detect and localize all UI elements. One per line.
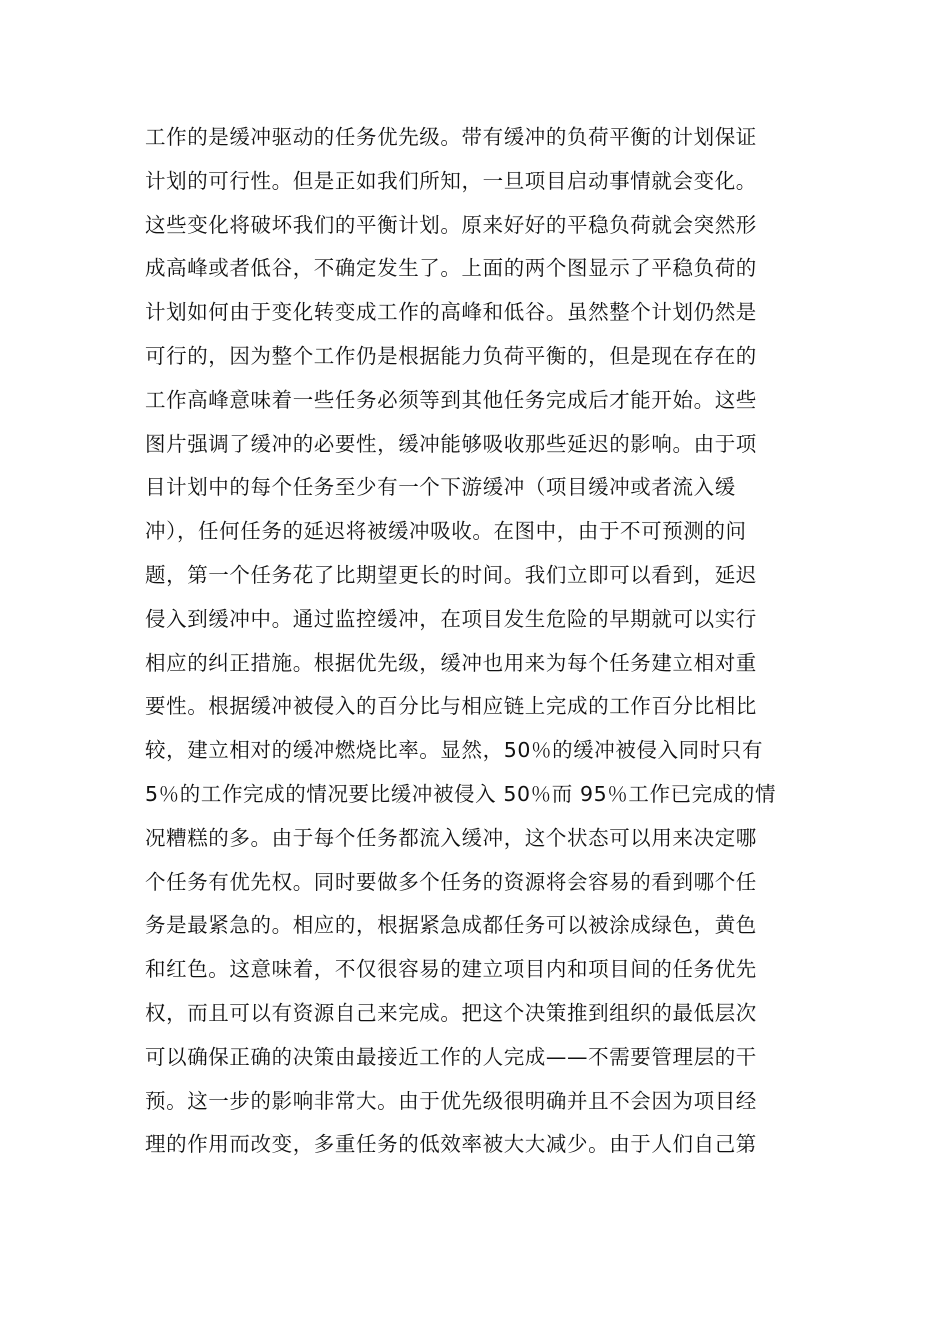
text-line: 个任务有优先权。同时要做多个任务的资源将会容易的看到哪个任 — [145, 869, 757, 894]
text-line: 目计划中的每个任务至少有一个下游缓冲（项目缓冲或者流入缓 — [145, 475, 736, 500]
text-line: 相应的纠正措施。根据优先级，缓冲也用来为每个任务建立相对重 — [145, 650, 757, 675]
text-line: 侵入到缓冲中。通过监控缓冲，在项目发生危险的早期就可以实行 — [145, 606, 757, 631]
text-line: 题，第一个任务花了比期望更长的时间。我们立即可以看到，延迟 — [145, 562, 757, 587]
text-line: 这些变化将破坏我们的平衡计划。原来好好的平稳负荷就会突然形 — [145, 212, 757, 237]
text-line: 冲），任何任务的延迟将被缓冲吸收。在图中，由于不可预测的问 — [145, 519, 747, 544]
text-line: 况糟糕的多。由于每个任务都流入缓冲，这个状态可以用来决定哪 — [145, 825, 757, 850]
text-line: 预。这一步的影响非常大。由于优先级很明确并且不会因为项目经 — [145, 1088, 757, 1113]
text-line: 和红色。这意味着，不仅很容易的建立项目内和项目间的任务优先 — [145, 957, 757, 982]
text-line: 较，建立相对的缓冲燃烧比率。显然，50％的缓冲被侵入同时只有 — [145, 738, 764, 763]
text-line: 成高峰或者低谷，不确定发生了。上面的两个图显示了平稳负荷的 — [145, 256, 757, 281]
text-line: 理的作用而改变，多重任务的低效率被大大减少。由于人们自己第 — [145, 1132, 757, 1157]
text-line: 可以确保正确的决策由最接近工作的人完成——不需要管理层的干 — [145, 1044, 757, 1069]
text-line: 工作高峰意味着一些任务必须等到其他任务完成后才能开始。这些 — [145, 387, 757, 412]
body-text — [145, 116, 815, 1167]
text-line: 务是最紧急的。相应的，根据紧急成都任务可以被涂成绿色，黄色 — [145, 913, 757, 938]
text-line: 计划如何由于变化转变成工作的高峰和低谷。虽然整个计划仍然是 — [145, 300, 757, 325]
text-line: 可行的，因为整个工作仍是根据能力负荷平衡的，但是现在存在的 — [145, 343, 757, 368]
text-line: 5％的工作完成的情况要比缓冲被侵入 50％而 95％工作已完成的情 — [145, 781, 777, 806]
text-line: 图片强调了缓冲的必要性，缓冲能够吸收那些延迟的影响。由于项 — [145, 431, 757, 456]
text-line: 权，而且可以有资源自己来完成。把这个决策推到组织的最低层次 — [145, 1000, 757, 1025]
text-line: 要性。根据缓冲被侵入的百分比与相应链上完成的工作百分比相比 — [145, 694, 757, 719]
text-line: 计划的可行性。但是正如我们所知，一旦项目启动事情就会变化。 — [145, 168, 757, 193]
text-line: 工作的是缓冲驱动的任务优先级。带有缓冲的负荷平衡的计划保证 — [145, 125, 757, 149]
